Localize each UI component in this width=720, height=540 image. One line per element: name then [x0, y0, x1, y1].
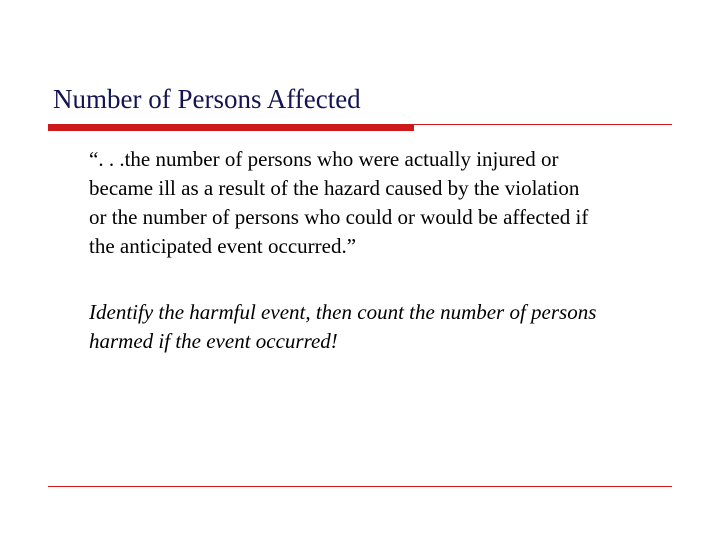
quote-line: became ill as a result of the hazard caused by the violation [89, 176, 580, 200]
regulation-quote [89, 145, 679, 261]
quote-line: the anticipated event occurred.” [89, 234, 357, 258]
title-underline-bar [48, 124, 414, 131]
guidance-line: harmed if the event occurred! [89, 329, 338, 353]
quote-line: or the number of persons who could or would be affected if [89, 205, 589, 229]
guidance-text [89, 298, 689, 356]
quote-line: “. . .the number of persons who were actually injured or [89, 147, 559, 171]
guidance-line: Identify the harmful event, then count the number of persons [89, 300, 597, 324]
footer-divider [48, 486, 672, 487]
title-underline-line [414, 124, 672, 125]
slide-title: Number of Persons Affected [53, 84, 361, 114]
